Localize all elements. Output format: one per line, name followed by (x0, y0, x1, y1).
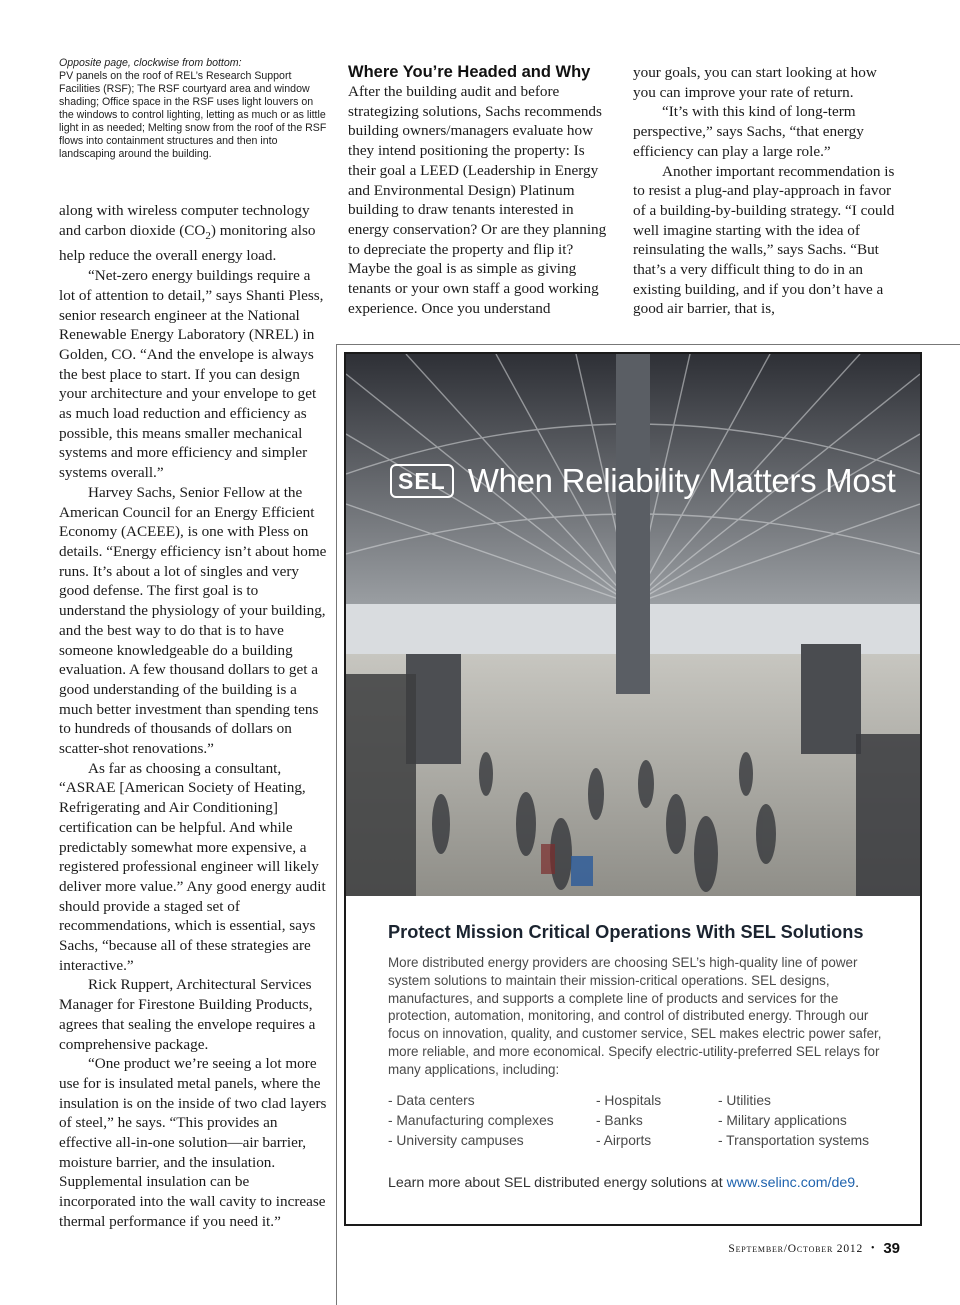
paragraph: Rick Ruppert, Architectural Services Manager for Firestone Building Products, agrees that sealing the envelope requires a comprehensive package. (59, 976, 316, 1053)
list-item: - Airports (596, 1133, 652, 1149)
paragraph: Another important recommendation is to resist a plug-and play-approach in favor of a building-by-building strategy. “I could well imagine starting with the idea of reinsulating the walls,” says Sachs. “But that’s a very difficult thing to do in an existing building, and if you don’t have a good air barrier, that is, (633, 162, 895, 318)
list-column-3 (718, 1091, 869, 1152)
page-number: 39 (883, 1240, 900, 1257)
paragraph: along with wireless computer technology and carbon dioxide $(CO_2)$ monitoring also help reduce the overall energy load. (59, 202, 316, 265)
bullet-separator: • (871, 1243, 876, 1254)
ad-body: More distributed energy providers are choosing SEL’s high-quality line of power system solutions to maintain their mission-critical operations. SEL designs, manufactures, and supports a complete line of products and services for the protection, automation, monitoring, and control of distributed energy. Through our focus on innovation, quality, and customer service, SEL makes electric power safer, more reliable, and more economical. Specify electric-utility-preferred SEL relays for many applications, including: (388, 955, 882, 1077)
airport-terminal-photo (346, 354, 920, 896)
list-item: - University campuses (388, 1133, 524, 1149)
photo-caption (59, 57, 329, 161)
section-heading: Where You’re Headed and Why (348, 63, 591, 81)
list-item: - Manufacturing complexes (388, 1112, 554, 1128)
ad-copy (388, 914, 888, 1191)
paragraph: After the building audit and before strategizing solutions, Sachs recommends building owners/managers evaluate how they intend positioning the property: Is their goal a LEED (Leadership in Energy and Environmental Design) Platinum building to draw tenants interested in energy conservation? Or are they planning to depreciate the property and flip it? Maybe the goal is as simple as giving tenants or your own staff a good working experience. Once you understand (348, 83, 607, 317)
article-column-3 (633, 63, 901, 319)
paragraph: Harvey Sachs, Senior Fellow at the American Council for an Energy Efficient Economy (ACEEE), is one with Pless on details. “Energy efficiency isn’t about home runs. It’s about a lot of singles and very good defense. The first goal is to understand the physiology of your building, and the best way to do that is to have someone knowledgeable do a building evaluation. A few thousand dollars to get a good understanding of the building is a much better investment than spending tens to hundreds of thousands of dollars on scatter-shot renovations.” (59, 483, 327, 758)
sel-url-link[interactable]: www.selinc.com/de9 (726, 1174, 856, 1191)
article-column-2 (348, 62, 614, 318)
sel-logo: SEL (390, 464, 454, 498)
sel-advertisement (344, 352, 922, 1226)
list-column-1 (388, 1091, 554, 1152)
list-item: - Military applications (718, 1112, 847, 1128)
page-footer (728, 1240, 900, 1257)
learn-more-period: . (855, 1174, 860, 1191)
list-item: - Banks (596, 1112, 643, 1128)
paragraph: “It’s with this kind of long-term perspective,” says Sachs, “that energy efficiency can play a large role.” (633, 103, 864, 160)
list-column-2 (596, 1091, 661, 1152)
list-item: - Data centers (388, 1092, 475, 1108)
paragraph: your goals, you can start looking at how you can improve your rate of return. (633, 64, 877, 101)
caption-heading: Opposite page, clockwise from bottom: (59, 57, 242, 69)
ad-tagline: When Reliability Matters Most (467, 462, 896, 499)
paragraph: “Net-zero energy buildings require a lot of attention to detail,” says Shanti Pless, senior research engineer at the National Renewable Energy Laboratory (NREL) in Golden, CO. “And the envelope is always the best place to start. If you can design your architecture and your envelope to get as much load reduction and efficiency as possible, this means smaller mechanical systems and more efficiency and simpler systems overall.” (59, 267, 324, 482)
list-item: - Transportation systems (718, 1133, 870, 1149)
applications-list (388, 1091, 888, 1155)
list-item: - Utilities (718, 1092, 771, 1108)
ad-title: Protect Mission Critical Operations With SEL Solutions (388, 922, 864, 942)
article-column-1 (59, 201, 327, 1232)
issue-date: September/October 2012 (728, 1242, 863, 1255)
ad-learn-more (388, 1175, 888, 1191)
ad-headline (390, 462, 896, 500)
paragraph: “One product we’re seeing a lot more use for is insulated metal panels, where the insulation is on the inside of two clad layers of steel,” he says. “This provides an effective all-in-one solution—air barrier, moisture barrier, and the insulation. Supplemental insulation can be incorporated into the wall cavity to increase thermal performance if you need it.” (59, 1055, 327, 1230)
paragraph: As far as choosing a consultant, “ASRAE [American Society of Heating, Refrigerating and Air Conditioning] certification can be helpful. And while predictably somewhat more expensive, a registered professional engineer will likely deliver more value.” Any good energy audit should provide a staged set of recommendations, which is essential, says Sachs, “because all of these strategies are interactive.” (59, 759, 326, 974)
learn-more-text: Learn more about SEL distributed energy solutions at (388, 1174, 727, 1191)
caption-body: PV panels on the roof of REL’s Research Support Facilities (RSF); The RSF courtyard area and window shading; Office space in the RSF uses light louvers on the windows to control lighting, letting as much or as little light in as needed; Melting snow from the roof of the RSF flows into containment structures and then into landscaping around the building. (59, 70, 327, 160)
list-item: - Hospitals (596, 1092, 662, 1108)
